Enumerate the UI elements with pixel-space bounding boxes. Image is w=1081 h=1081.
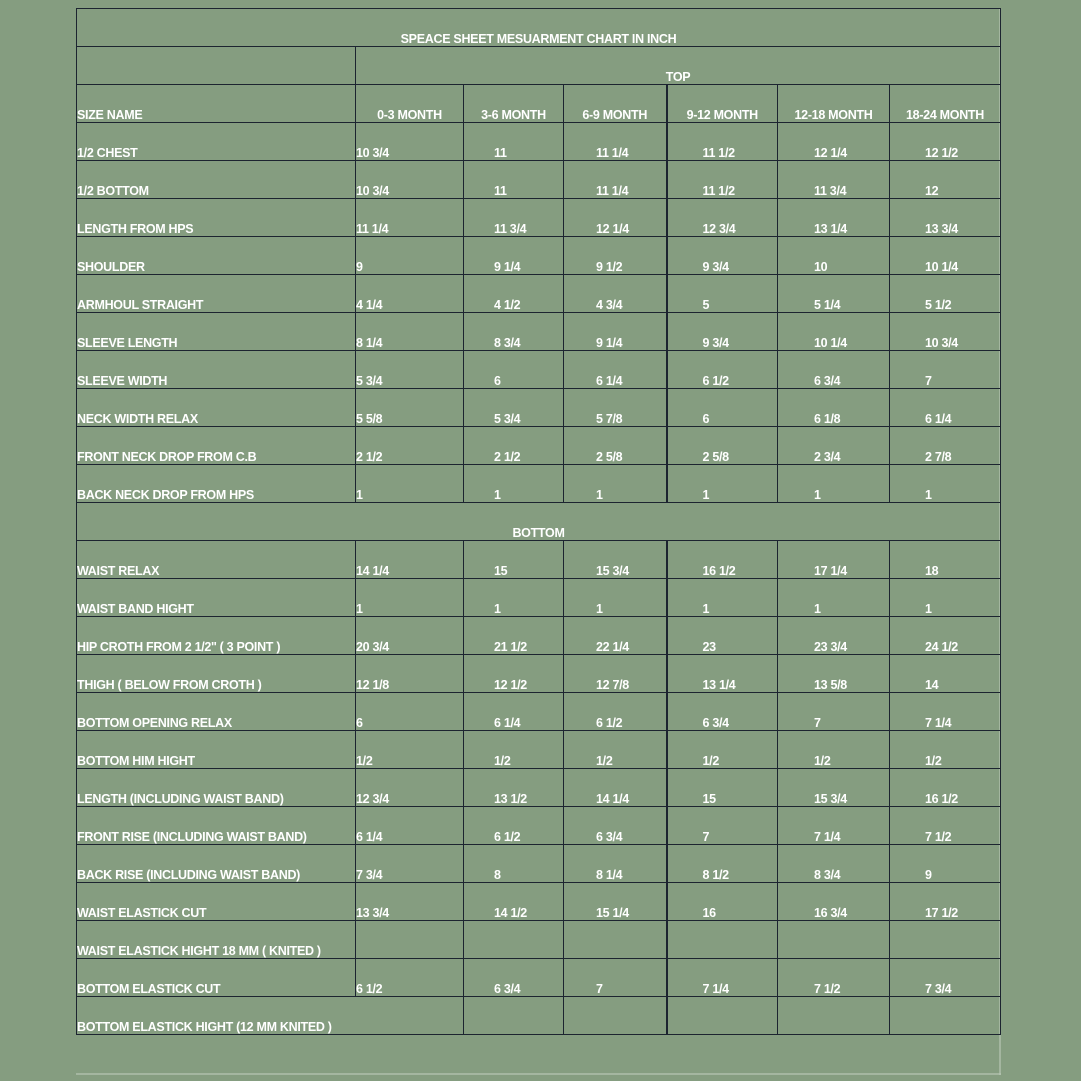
measurement-value <box>356 921 464 959</box>
measurement-value: 8 <box>464 845 564 883</box>
measurement-label: ARMHOUL STRAIGHT <box>77 275 356 313</box>
measurement-value: 17 1/2 <box>890 883 1001 921</box>
measurement-value: 12 1/2 <box>464 655 564 693</box>
measurement-row <box>77 351 1001 389</box>
measurement-value: 1 <box>464 465 564 503</box>
measurement-value: 1 <box>890 465 1001 503</box>
measurement-row <box>77 275 1001 313</box>
measurement-value: 10 <box>778 237 890 275</box>
measurement-row <box>77 959 1001 997</box>
measurement-label: SLEEVE WIDTH <box>77 351 356 389</box>
measurement-value: 13 3/4 <box>356 883 464 921</box>
measurement-value: 15 3/4 <box>564 541 667 579</box>
measurement-value: 2 5/8 <box>564 427 667 465</box>
measurement-value: 6 <box>464 351 564 389</box>
measurement-row <box>77 541 1001 579</box>
measurement-value: 6 1/8 <box>778 389 890 427</box>
measurement-value: 1/2 <box>890 731 1001 769</box>
section-title-top: TOP <box>356 47 1001 85</box>
measurement-value: 1 <box>778 579 890 617</box>
sheet-edge-bottom <box>76 1073 1001 1075</box>
measurement-value: 13 3/4 <box>890 199 1001 237</box>
measurement-label: THIGH ( BELOW FROM CROTH ) <box>77 655 356 693</box>
measurement-value: 11 1/4 <box>356 199 464 237</box>
measurement-value: 1 <box>890 579 1001 617</box>
measurement-value: 9 <box>356 237 464 275</box>
size-header-18-24: 18-24 MONTH <box>890 85 1001 123</box>
measurement-value: 11 1/4 <box>564 161 667 199</box>
measurement-value: 1 <box>667 579 778 617</box>
measurement-value: 10 3/4 <box>356 123 464 161</box>
measurement-value: 12 <box>890 161 1001 199</box>
measurement-label: NECK WIDTH RELAX <box>77 389 356 427</box>
measurement-row <box>77 237 1001 275</box>
measurement-value: 6 3/4 <box>667 693 778 731</box>
measurement-value <box>464 921 564 959</box>
measurement-value: 6 1/4 <box>564 351 667 389</box>
measurement-label: BACK NECK DROP FROM HPS <box>77 465 356 503</box>
measurement-value: 10 1/4 <box>778 313 890 351</box>
measurement-label: BOTTOM ELASTICK HIGHT (12 MM KNITED ) <box>77 997 464 1035</box>
measurement-label: BOTTOM ELASTICK CUT <box>77 959 356 997</box>
measurement-value: 7 <box>564 959 667 997</box>
measurement-value: 8 1/4 <box>564 845 667 883</box>
measurement-value <box>564 921 667 959</box>
measurement-row <box>77 807 1001 845</box>
chart-body <box>77 9 1001 1035</box>
measurement-value: 24 1/2 <box>890 617 1001 655</box>
measurement-value: 15 1/4 <box>564 883 667 921</box>
measurement-row <box>77 845 1001 883</box>
size-header-3-6: 3-6 MONTH <box>464 85 564 123</box>
measurement-value: 14 1/4 <box>356 541 464 579</box>
measurement-label: LENGTH FROM HPS <box>77 199 356 237</box>
measurement-label: SLEEVE LENGTH <box>77 313 356 351</box>
measurement-value <box>464 997 564 1035</box>
measurement-value: 13 1/4 <box>778 199 890 237</box>
measurement-value: 4 1/2 <box>464 275 564 313</box>
measurement-value: 11 <box>464 123 564 161</box>
measurement-value: 13 1/4 <box>667 655 778 693</box>
measurement-value: 6 3/4 <box>564 807 667 845</box>
measurement-row <box>77 731 1001 769</box>
measurement-value: 6 1/2 <box>464 807 564 845</box>
measurement-value: 12 1/2 <box>890 123 1001 161</box>
measurement-label: WAIST ELASTICK HIGHT 18 MM ( KNITED ) <box>77 921 356 959</box>
measurement-row <box>77 123 1001 161</box>
measurement-value: 18 <box>890 541 1001 579</box>
measurement-value: 9 1/2 <box>564 237 667 275</box>
measurement-value: 16 3/4 <box>778 883 890 921</box>
measurement-value: 1 <box>667 465 778 503</box>
measurement-label: BOTTOM OPENING RELAX <box>77 693 356 731</box>
measurement-row <box>77 617 1001 655</box>
measurement-value: 1/2 <box>356 731 464 769</box>
section-header-row-bottom <box>77 503 1001 541</box>
measurement-value: 8 3/4 <box>778 845 890 883</box>
measurement-value: 5 7/8 <box>564 389 667 427</box>
measurement-value: 9 3/4 <box>667 313 778 351</box>
measurement-label: 1/2 CHEST <box>77 123 356 161</box>
measurement-value: 6 1/4 <box>890 389 1001 427</box>
measurement-row <box>77 921 1001 959</box>
measurement-value: 7 3/4 <box>890 959 1001 997</box>
measurement-value: 5 5/8 <box>356 389 464 427</box>
measurement-chart-table <box>76 8 1001 1035</box>
measurement-row <box>77 997 1001 1035</box>
measurement-value: 5 <box>667 275 778 313</box>
measurement-value: 1 <box>778 465 890 503</box>
size-header-0-3: 0-3 MONTH <box>356 85 464 123</box>
measurement-value: 12 1/8 <box>356 655 464 693</box>
measurement-value: 9 1/4 <box>464 237 564 275</box>
measurement-row <box>77 161 1001 199</box>
measurement-label: LENGTH (INCLUDING WAIST BAND) <box>77 769 356 807</box>
measurement-value: 7 1/4 <box>778 807 890 845</box>
measurement-value: 12 3/4 <box>667 199 778 237</box>
measurement-label: WAIST ELASTICK CUT <box>77 883 356 921</box>
measurement-value: 14 1/4 <box>564 769 667 807</box>
measurement-value: 12 1/4 <box>564 199 667 237</box>
measurement-row <box>77 693 1001 731</box>
measurement-value: 8 1/2 <box>667 845 778 883</box>
measurement-value: 6 1/4 <box>464 693 564 731</box>
measurement-value: 23 3/4 <box>778 617 890 655</box>
measurement-row <box>77 579 1001 617</box>
measurement-value: 2 3/4 <box>778 427 890 465</box>
measurement-value: 4 1/4 <box>356 275 464 313</box>
measurement-value: 11 1/2 <box>667 161 778 199</box>
measurement-value: 7 1/4 <box>890 693 1001 731</box>
measurement-value: 1/2 <box>564 731 667 769</box>
measurement-row <box>77 769 1001 807</box>
measurement-value: 7 3/4 <box>356 845 464 883</box>
measurement-label: WAIST BAND HIGHT <box>77 579 356 617</box>
measurement-row <box>77 313 1001 351</box>
measurement-value: 11 <box>464 161 564 199</box>
measurement-value: 2 5/8 <box>667 427 778 465</box>
measurement-value: 2 1/2 <box>464 427 564 465</box>
measurement-value: 10 3/4 <box>890 313 1001 351</box>
measurement-value: 12 3/4 <box>356 769 464 807</box>
measurement-value: 1/2 <box>667 731 778 769</box>
measurement-row <box>77 199 1001 237</box>
measurement-value: 7 <box>667 807 778 845</box>
measurement-value: 4 3/4 <box>564 275 667 313</box>
measurement-value: 9 <box>890 845 1001 883</box>
measurement-value: 16 1/2 <box>667 541 778 579</box>
measurement-value: 1 <box>464 579 564 617</box>
measurement-value <box>778 997 890 1035</box>
measurement-value: 7 <box>778 693 890 731</box>
size-header-12-18: 12-18 MONTH <box>778 85 890 123</box>
measurement-value: 16 1/2 <box>890 769 1001 807</box>
measurement-label: HIP CROTH FROM 2 1/2'' ( 3 POINT ) <box>77 617 356 655</box>
measurement-value: 15 <box>464 541 564 579</box>
measurement-value: 7 1/2 <box>778 959 890 997</box>
measurement-value: 6 1/2 <box>564 693 667 731</box>
chart-title: SPEACE SHEET MESUARMENT CHART IN INCH <box>77 9 1001 47</box>
measurement-value: 1 <box>564 579 667 617</box>
measurement-value: 6 <box>667 389 778 427</box>
measurement-value: 23 <box>667 617 778 655</box>
measurement-label: BACK RISE (INCLUDING WAIST BAND) <box>77 845 356 883</box>
measurement-value <box>778 921 890 959</box>
measurement-value: 16 <box>667 883 778 921</box>
measurement-value: 2 7/8 <box>890 427 1001 465</box>
measurement-value <box>667 997 778 1035</box>
measurement-value: 8 3/4 <box>464 313 564 351</box>
measurement-label: 1/2 BOTTOM <box>77 161 356 199</box>
measurement-value: 13 1/2 <box>464 769 564 807</box>
measurement-value: 15 3/4 <box>778 769 890 807</box>
measurement-label: SHOULDER <box>77 237 356 275</box>
measurement-value: 7 1/4 <box>667 959 778 997</box>
measurement-value: 7 1/2 <box>890 807 1001 845</box>
measurement-value: 13 5/8 <box>778 655 890 693</box>
measurement-value: 20 3/4 <box>356 617 464 655</box>
title-row <box>77 9 1001 47</box>
measurement-value: 11 3/4 <box>778 161 890 199</box>
measurement-value: 9 3/4 <box>667 237 778 275</box>
measurement-value: 6 3/4 <box>464 959 564 997</box>
measurement-value: 11 3/4 <box>464 199 564 237</box>
measurement-row <box>77 465 1001 503</box>
measurement-value: 5 1/2 <box>890 275 1001 313</box>
measurement-label: BOTTOM HIM HIGHT <box>77 731 356 769</box>
measurement-value <box>564 997 667 1035</box>
measurement-value: 2 1/2 <box>356 427 464 465</box>
measurement-label: FRONT NECK DROP FROM C.B <box>77 427 356 465</box>
measurement-value: 12 1/4 <box>778 123 890 161</box>
measurement-value: 5 3/4 <box>464 389 564 427</box>
measurement-value: 1/2 <box>778 731 890 769</box>
measurement-value <box>890 997 1001 1035</box>
measurement-value: 11 1/4 <box>564 123 667 161</box>
measurement-value: 6 1/2 <box>356 959 464 997</box>
measurement-row <box>77 883 1001 921</box>
measurement-value: 21 1/2 <box>464 617 564 655</box>
measurement-value: 1/2 <box>464 731 564 769</box>
measurement-value: 9 1/4 <box>564 313 667 351</box>
measurement-value: 17 1/4 <box>778 541 890 579</box>
measurement-value: 14 1/2 <box>464 883 564 921</box>
measurement-value <box>667 921 778 959</box>
measurement-value: 14 <box>890 655 1001 693</box>
measurement-value: 6 <box>356 693 464 731</box>
measurement-value: 1 <box>356 465 464 503</box>
measurement-value: 6 1/4 <box>356 807 464 845</box>
size-name-header: SIZE NAME <box>77 85 356 123</box>
measurement-value: 22 1/4 <box>564 617 667 655</box>
measurement-value: 15 <box>667 769 778 807</box>
size-header-row <box>77 85 1001 123</box>
section-title-bottom: BOTTOM <box>77 503 1001 541</box>
size-header-9-12: 9-12 MONTH <box>667 85 778 123</box>
measurement-row <box>77 389 1001 427</box>
measurement-value: 5 3/4 <box>356 351 464 389</box>
measurement-value: 8 1/4 <box>356 313 464 351</box>
measurement-row <box>77 655 1001 693</box>
measurement-value <box>890 921 1001 959</box>
measurement-label: FRONT RISE (INCLUDING WAIST BAND) <box>77 807 356 845</box>
measurement-value: 12 7/8 <box>564 655 667 693</box>
size-header-6-9: 6-9 MONTH <box>564 85 667 123</box>
section-header-row-top <box>77 47 1001 85</box>
measurement-value: 1 <box>356 579 464 617</box>
measurement-value: 1 <box>564 465 667 503</box>
measurement-value: 10 3/4 <box>356 161 464 199</box>
measurement-value: 11 1/2 <box>667 123 778 161</box>
measurement-value: 10 1/4 <box>890 237 1001 275</box>
measurement-value: 6 1/2 <box>667 351 778 389</box>
measurement-value: 6 3/4 <box>778 351 890 389</box>
measurement-value: 5 1/4 <box>778 275 890 313</box>
measurement-row <box>77 427 1001 465</box>
measurement-value: 7 <box>890 351 1001 389</box>
measurement-label: WAIST RELAX <box>77 541 356 579</box>
section-header-blank-cell <box>77 47 356 85</box>
